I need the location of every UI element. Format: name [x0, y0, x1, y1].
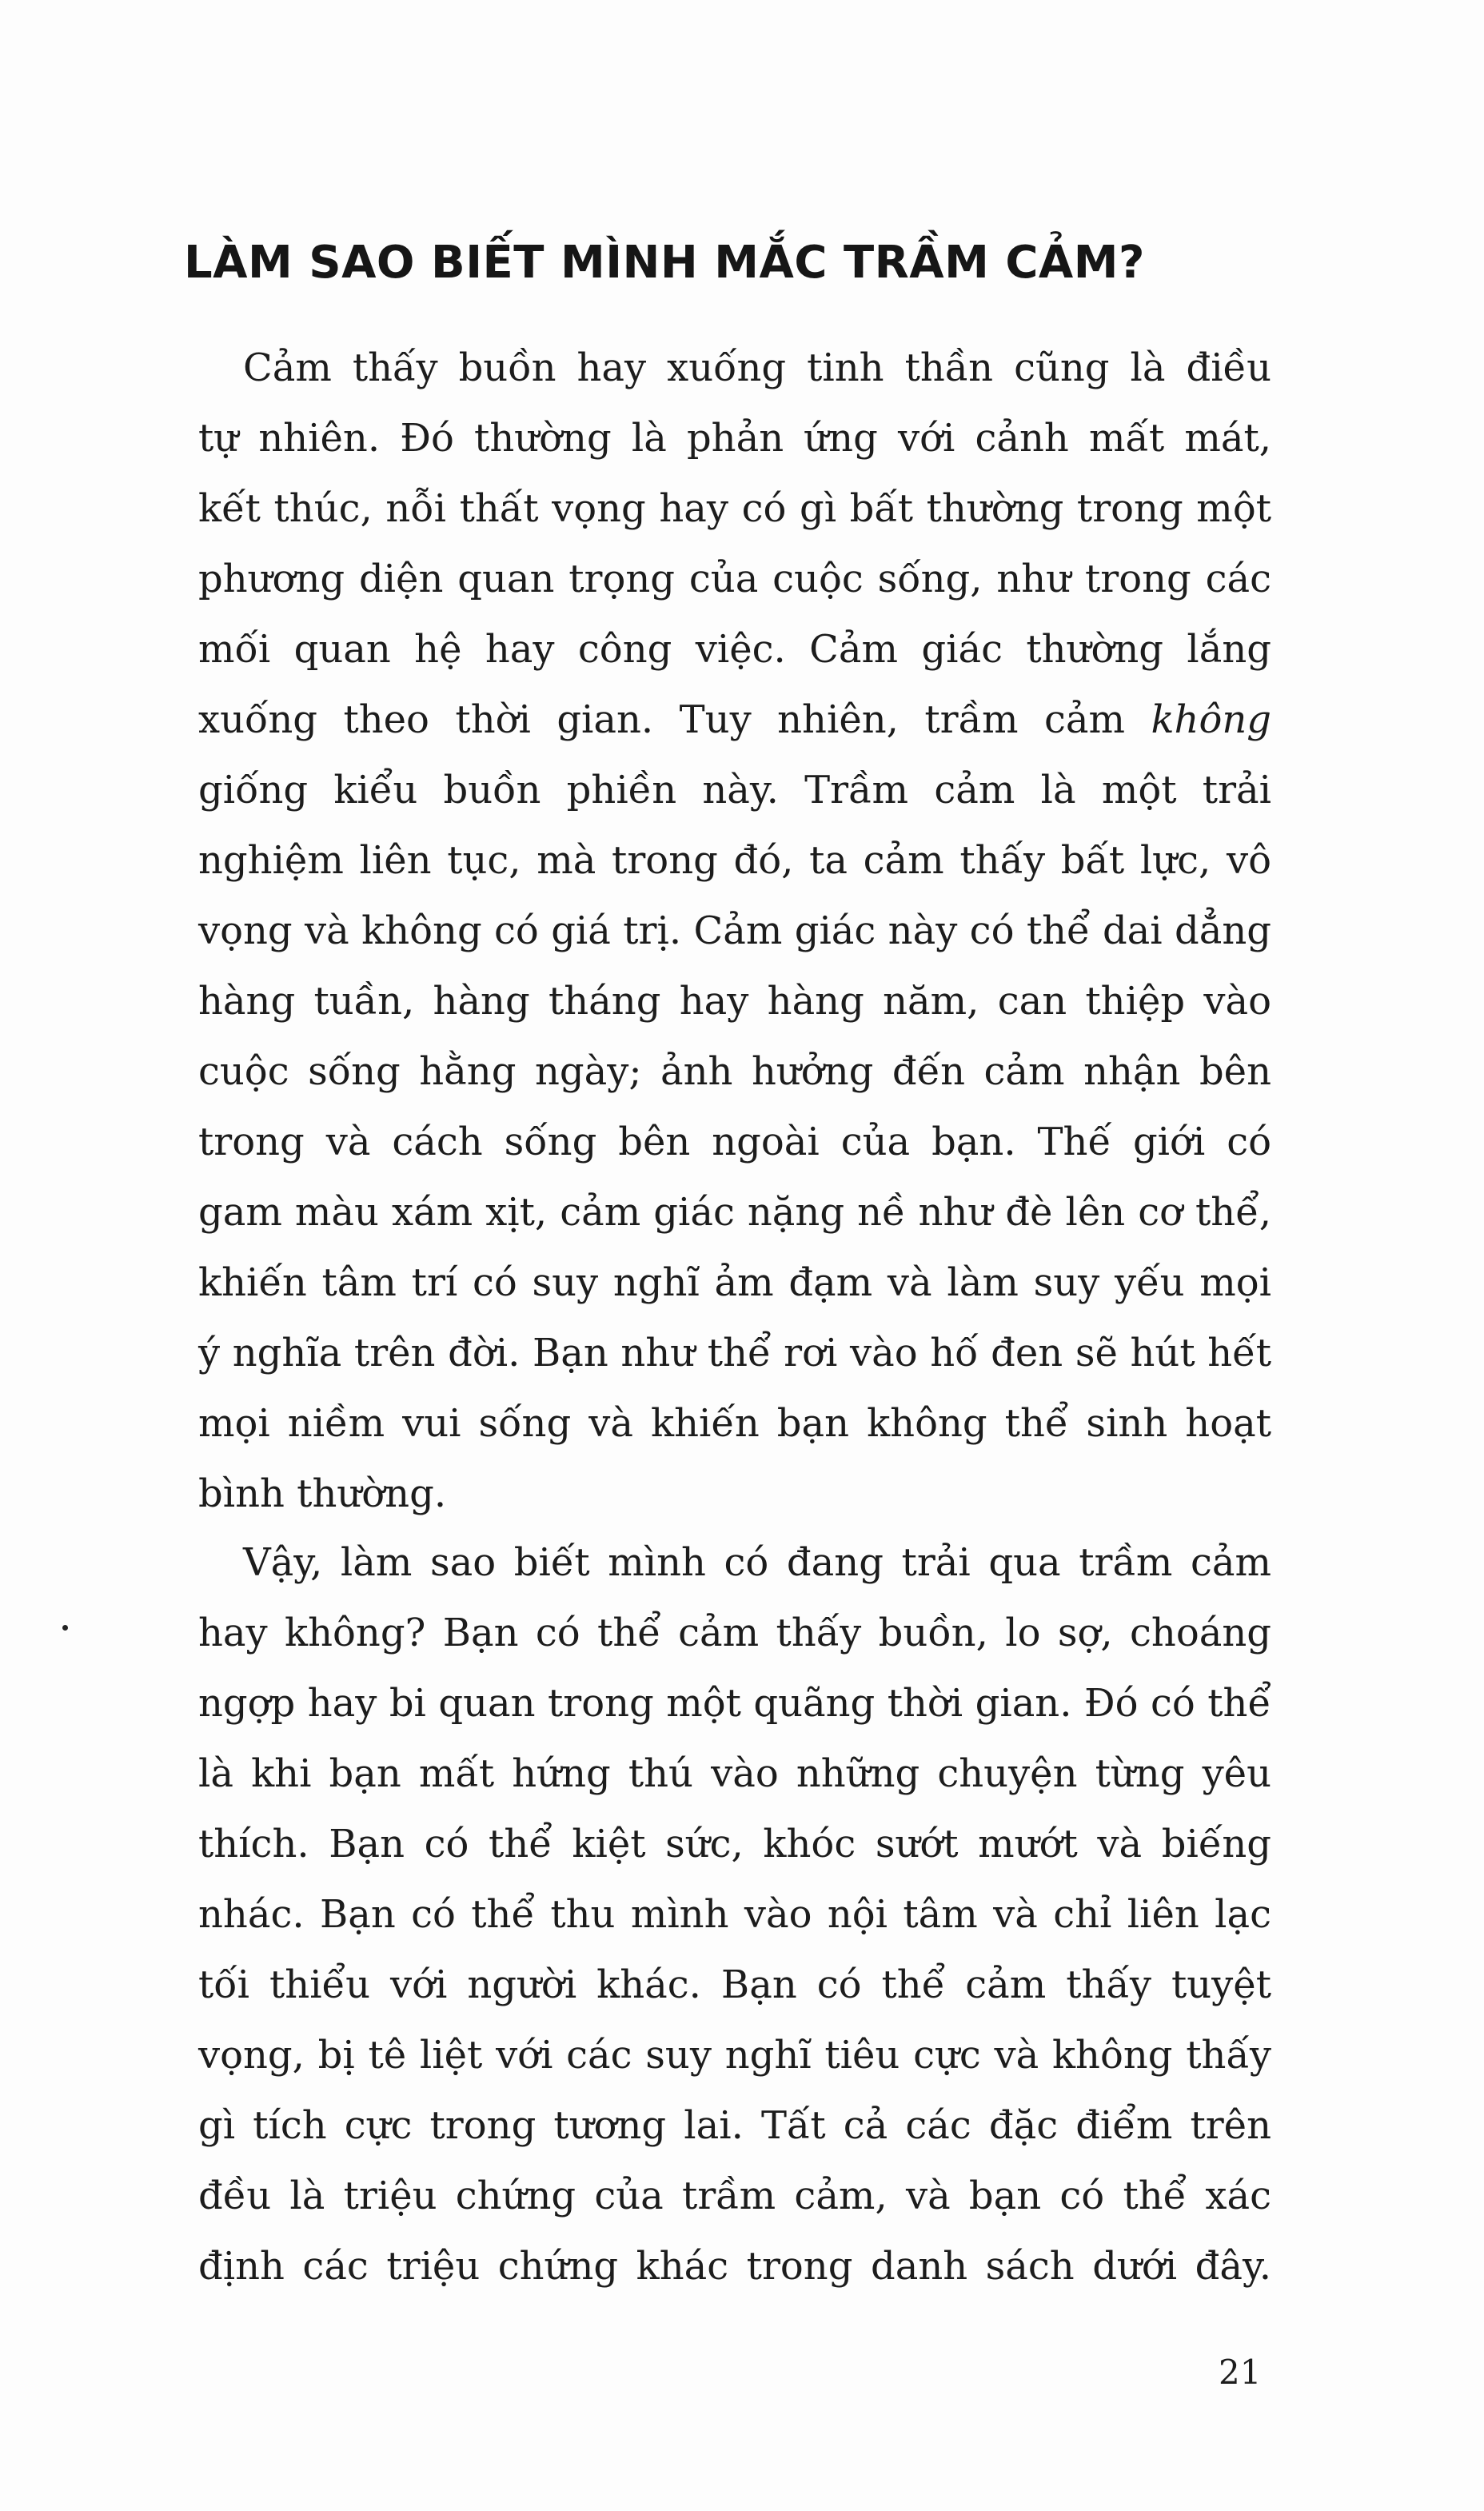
text-line: ý nghĩa trên đời. Bạn như thể rơi vào hố đen sẽ hút hết	[198, 1331, 1271, 1375]
text-line: kết thúc, nỗi thất vọng hay có gì bất thường trong một	[198, 486, 1271, 531]
text-line: đều là triệu chứng của trầm cảm, và bạn có thể xác	[198, 2174, 1271, 2218]
text-line: vọng, bị tê liệt với các suy nghĩ tiêu cực và không thấy	[198, 2033, 1271, 2078]
text-line: khiến tâm trí có suy nghĩ ảm đạm và làm suy yếu mọi	[198, 1260, 1271, 1305]
text-line: ngợp hay bi quan trong một quãng thời gian. Đó có thể	[198, 1681, 1271, 1726]
text-line: gam màu xám xịt, cảm giác nặng nề như đè lên cơ thể,	[198, 1190, 1271, 1235]
text-line: thích. Bạn có thể kiệt sức, khóc sướt mướt và biếng	[198, 1822, 1271, 1866]
text-line: cuộc sống hằng ngày; ảnh hưởng đến cảm nhận bên	[198, 1049, 1271, 1094]
paragraph-2	[198, 1527, 1271, 2301]
text-line: trong và cách sống bên ngoài của bạn. Thế giới có	[198, 1120, 1271, 1164]
text-line: bình thường.	[198, 1471, 447, 1516]
text-line: hay không? Bạn có thể cảm thấy buồn, lo sợ, choáng	[198, 1611, 1271, 1655]
section-heading: LÀM SAO BIẾT MÌNH MẮC TRẦM CẢM?	[184, 237, 1145, 289]
text-line: nghiệm liên tục, mà trong đó, ta cảm thấy bất lực, vô	[198, 838, 1271, 883]
page-number: 21	[1219, 2353, 1262, 2392]
text-line: Vậy, làm sao biết mình có đang trải qua trầm cảm	[243, 1540, 1271, 1585]
text-line: định các triệu chứng khác trong danh sách dưới đây.	[198, 2244, 1271, 2289]
text-line: nhác. Bạn có thể thu mình vào nội tâm và chỉ liên lạc	[198, 1892, 1271, 1937]
text-line: gì tích cực trong tương lai. Tất cả các đặc điểm trên	[198, 2103, 1271, 2148]
text-line: phương diện quan trọng của cuộc sống, như trong các	[198, 557, 1271, 601]
text-line-part: xuống theo thời gian. Tuy nhiên, trầm cảm	[198, 697, 1151, 742]
paragraph-1	[198, 333, 1271, 1529]
text-line-with-emphasis	[198, 685, 1271, 755]
text-line: mọi niềm vui sống và khiến bạn không thể sinh hoạt	[198, 1401, 1271, 1446]
text-line: là khi bạn mất hứng thú vào những chuyện từng yêu	[198, 1751, 1271, 1796]
text-line: giống kiểu buồn phiền này. Trầm cảm là một trải	[198, 768, 1271, 812]
text-line: hàng tuần, hàng tháng hay hàng năm, can thiệp vào	[198, 979, 1271, 1024]
text-line: mối quan hệ hay công việc. Cảm giác thường lắng	[198, 627, 1271, 672]
text-line: vọng và không có giá trị. Cảm giác này có thể dai dẳng	[198, 908, 1271, 953]
text-line: tự nhiên. Đó thường là phản ứng với cảnh mất mát,	[198, 416, 1271, 461]
text-line: Cảm thấy buồn hay xuống tinh thần cũng là điều	[243, 345, 1271, 390]
text-line: tối thiểu với người khác. Bạn có thể cảm thấy tuyệt	[198, 1962, 1271, 2007]
emphasized-word: không	[1151, 697, 1271, 742]
stray-ink-dot	[62, 1625, 68, 1631]
